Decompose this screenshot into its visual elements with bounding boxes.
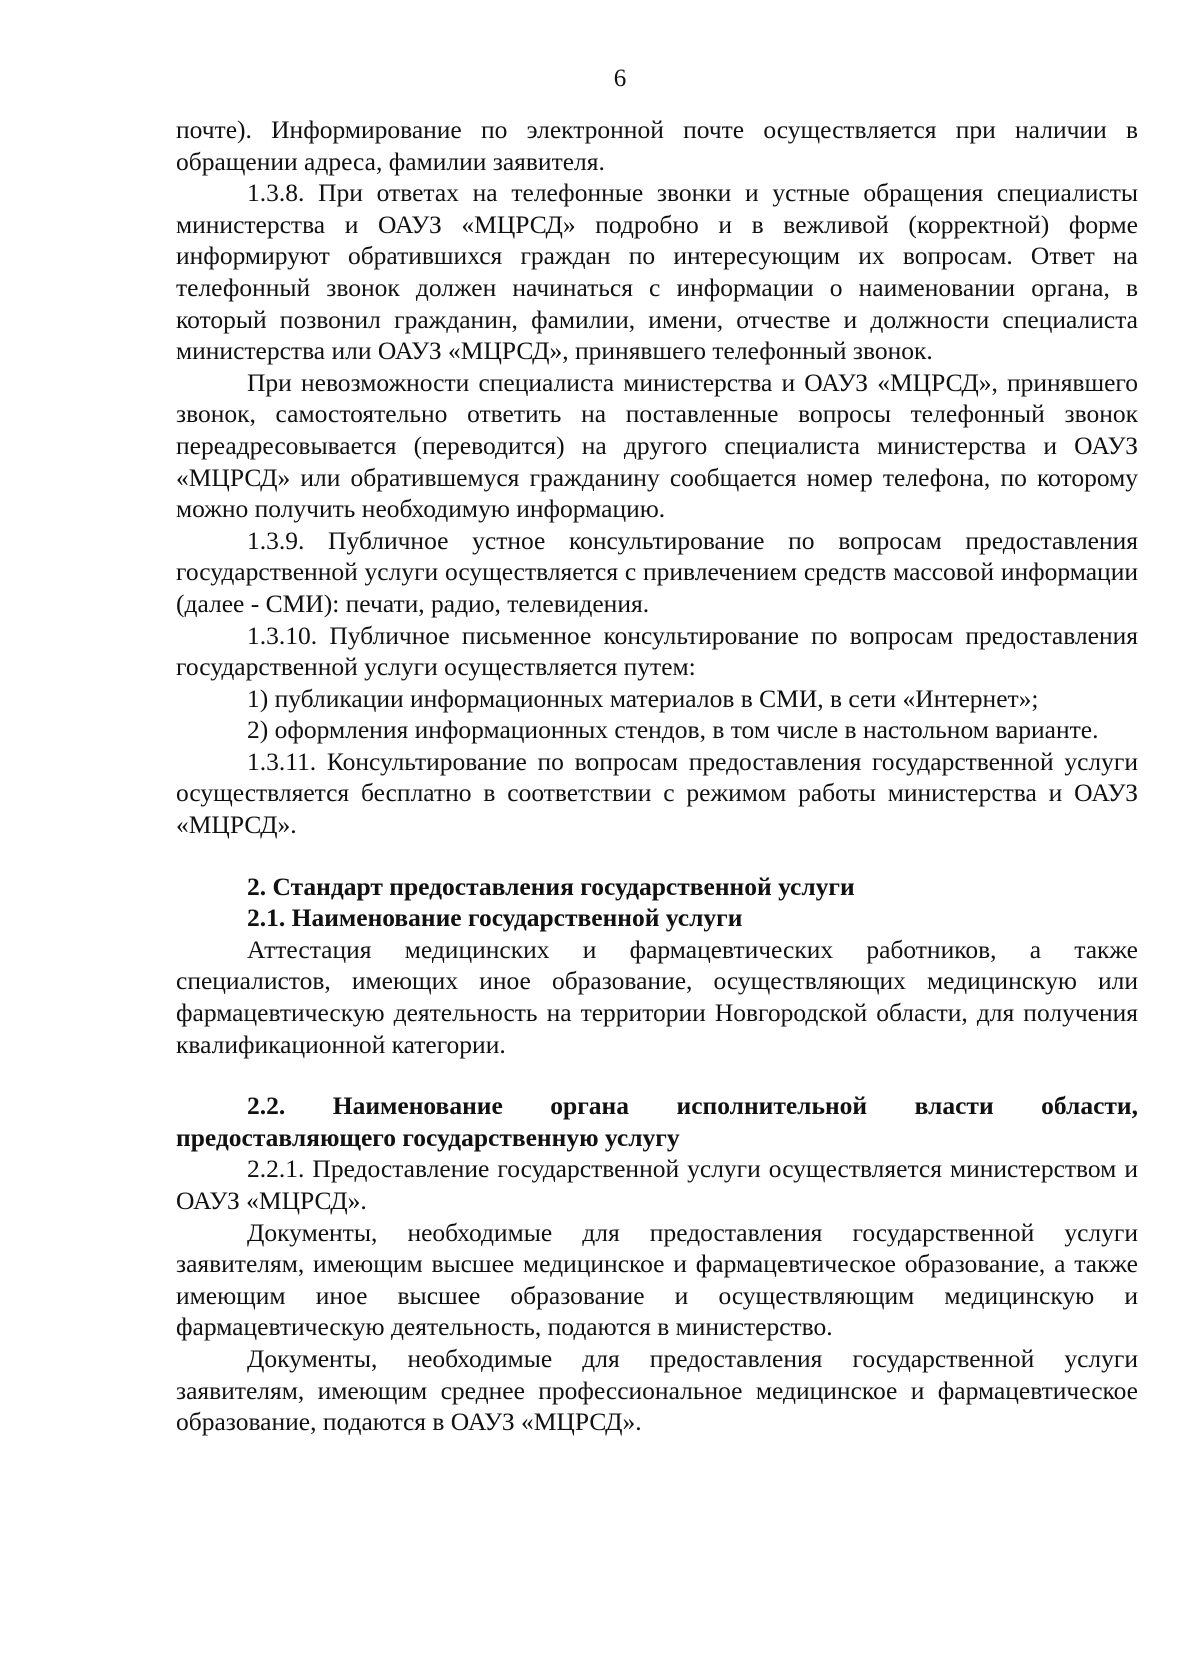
subsection-heading-2-2: 2.2. Наименование органа исполнительной власти области, предоставляющего государственную услугу: [176, 1091, 1138, 1152]
page-number: 6: [613, 65, 627, 92]
paragraph-documents-secondary-education: Документы, необходимые для предоставления государственной услуги заявителям, имеющим среднее профессиональное медицинское и фармацевтическое образование, подаются в ОАУЗ «МЦРСД».: [176, 1343, 1138, 1437]
paragraph-service-name: Аттестация медицинских и фармацевтических работников, а также специалистов, имеющих иное образование, осуществляющих медицинскую или фармацевтическую деятельность на территории Новгородской области, для получения квалификационной категории.: [176, 934, 1138, 1059]
paragraph-documents-higher-education: Документы, необходимые для предоставления государственной услуги заявителям, имеющим высшее медицинское и фармацевтическое образование, а также имеющим иное высшее образование и осуществляющим медицинскую и фармацевтическую деятельность, подаются в министерство.: [176, 1217, 1138, 1342]
paragraph-1-3-9: 1.3.9. Публичное устное консультирование по вопросам предоставления государственной услуги осуществляется с привлечением средств массовой информации (далее - СМИ): печати, радио, телевидения.: [176, 525, 1138, 618]
list-item-1: 1) публикации информационных материалов в СМИ, в сети «Интернет»;: [247, 683, 1039, 713]
paragraph-email-info: почте). Информирование по электронной почте осуществляется при наличии в обращении адреса, фамилии заявителя.: [176, 115, 1138, 176]
list-item-2: 2) оформления информационных стендов, в том числе в настольном варианте.: [247, 715, 1099, 745]
paragraph-1-3-10: 1.3.10. Публичное письменное консультирование по вопросам предоставления государственной услуги осуществляется путем:: [176, 620, 1138, 682]
section-gap: [176, 841, 1138, 871]
paragraph-1-3-8: 1.3.8. При ответах на телефонные звонки и устные обращения специалисты министерства и ОАУЗ «МЦРСД» подробно и в вежливой (корректной) форме информируют обратившихся граждан по интересующим их вопросам. Ответ на телефонный звонок должен начинаться с информации о наименовании органа, в который позвонил гражданин, фамилии, имени, отчестве и должности специалиста министерства или ОАУЗ «МЦРСД», принявшего телефонный звонок.: [176, 178, 1138, 366]
section-gap: [176, 1060, 1138, 1090]
document-body: [176, 114, 1138, 1438]
subsection-heading-2-1: 2.1. Наименование государственной услуги: [247, 903, 743, 933]
paragraph-1-3-11: 1.3.11. Консультирование по вопросам предоставления государственной услуги осуществляется бесплатно в соответствии с режимом работы министерства и ОАУЗ «МЦРСД».: [176, 746, 1138, 840]
section-heading-2: 2. Стандарт предоставления государственной услуги: [247, 871, 855, 901]
paragraph-call-redirect: При невозможности специалиста министерства и ОАУЗ «МЦРСД», принявшего звонок, самостоятельно ответить на поставленные вопросы телефонный звонок переадресовывается (переводится) на другого специалиста министерства и ОАУЗ «МЦРСД» или обратившемуся гражданину сообщается номер телефона, по которому можно получить необходимую информацию.: [176, 367, 1138, 524]
paragraph-2-2-1: 2.2.1. Предоставление государственной услуги осуществляется министерством и ОАУЗ «МЦРСД».: [176, 1154, 1138, 1215]
